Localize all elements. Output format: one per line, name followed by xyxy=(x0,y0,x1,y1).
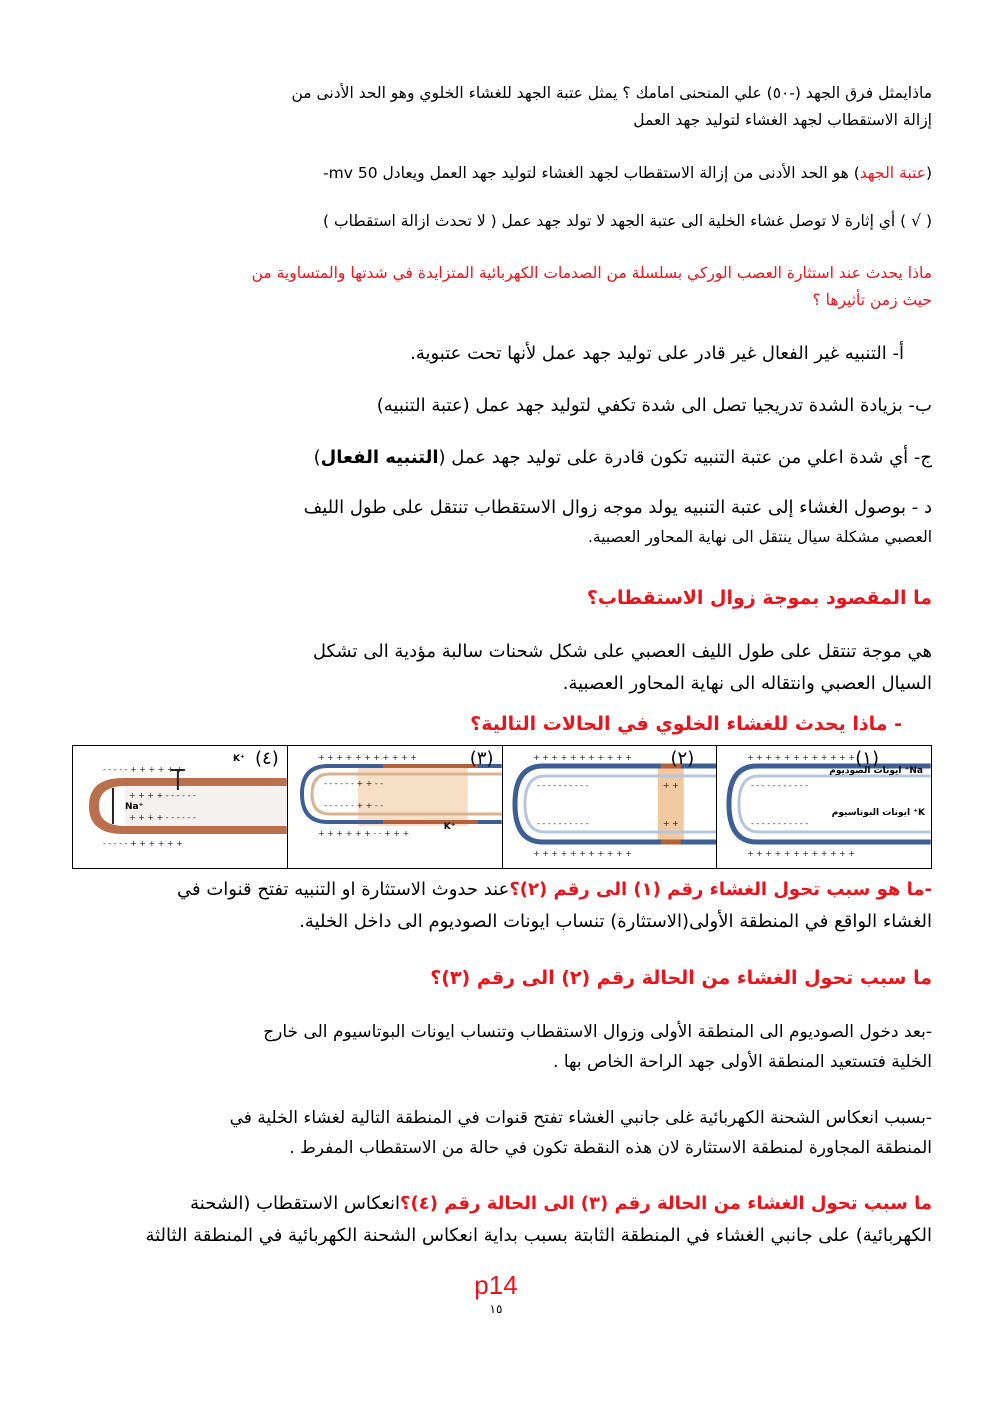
answer-2-to-3-b xyxy=(112,1104,932,1164)
diagram-cell-2 xyxy=(502,746,717,868)
answer-1-to-2-line-2: الغشاء الواقع في المنطقة الأولى(الاستثارة) تنساب ايونات الصوديوم الى داخل الخلية. xyxy=(299,910,932,932)
answer-1-to-2-line-1: عند حدوث الاستثارة او التنبيه تفتح قنوات في xyxy=(177,879,510,900)
check-statement: ( √ ) أي إثارة لا توصل غشاء الخلية الى عتبة الجهد لا تولد جهد عمل ( لا تحدث ازالة استقطاب ) xyxy=(323,212,932,230)
potassium-label-3: K⁺ xyxy=(443,822,456,832)
svg-text:+ + + + + + + + + + +: + + + + + + + + + + + xyxy=(532,752,632,763)
item-b: ب- بزيادة الشدة تدريجيا تصل الى شدة تكفي لتوليد جهد عمل (عتبة التنبيه) xyxy=(376,395,932,416)
definition-potential-threshold: (عتبة الجهد) هو الحد الأدنى من إزالة الاستقطاب لجهد الغشاء لتوليد جهد العمل ويعادل 50 mv- xyxy=(323,164,932,182)
svg-text:- - - - - + + + + + +: - - - - - + + + + + + xyxy=(102,764,183,775)
svg-text:- - - - - - + + - -: - - - - - - + + - - xyxy=(323,800,383,811)
question-3-to-4 xyxy=(62,1188,932,1251)
answer-2-to-3-a-line-1: -بعد دخول الصوديوم الى المنطقة الأولى وزوال الاستقطاب وتنساب ايونات البوتاسيوم الى خارج xyxy=(263,1022,932,1042)
item-d-line-2: العصبي مشكلة سيال ينتقل الى نهاية المحاور العصبية. xyxy=(587,527,932,546)
sodium-ions-label: Na⁺ ايونات الصوديوم xyxy=(829,766,923,776)
svg-text:- - - - - - - - - -: - - - - - - - - - - xyxy=(536,818,589,829)
svg-text:- - - - - - + + - -: - - - - - - + + - - xyxy=(323,778,383,789)
red-question-line-1: ماذا يحدث عند استثارة العصب الوركي بسلسلة من الصدمات الكهربائية المتزايدة في شدتها والمتساوية من xyxy=(251,264,932,282)
heading-2-to-3: ما سبب تحول الغشاء من الحالة رقم (٢) الى رقم (٣)؟ xyxy=(430,967,932,989)
svg-text:+ +: + + xyxy=(662,818,679,829)
answer-2-to-3-a-line-2: الخلية فتستعيد المنطقة الأولى جهد الراحة الخاص بها . xyxy=(553,1051,932,1072)
svg-text:- - - - - - - - - - -: - - - - - - - - - - - xyxy=(751,780,809,791)
diagram-number-2: (٢) xyxy=(670,748,695,769)
potassium-label-4: K⁺ xyxy=(233,754,245,764)
page-label: p14 xyxy=(474,1270,518,1300)
svg-text:+ + + + + + + + + + + +: + + + + + + + + + + + + xyxy=(747,752,856,763)
svg-text:+ + + + + + - - + + +: + + + + + + - - + + + xyxy=(317,828,410,839)
q1-line-1: ماذايمثل فرق الجهد (-٥٠) علي المنحنى امامك ؟ يمثل عتبة الجهد للغشاء الخلوي وهو الحد الأدنى من xyxy=(291,84,932,102)
answer-2-to-3-b-line-1: -بسبب انعكاس الشحنة الكهربائية غلى جانبي الغشاء تفتح قنوات في المنطقة التالية لغشاء الخلية في xyxy=(229,1108,932,1128)
definition-term: عتبة الجهد xyxy=(859,164,926,182)
sodium-label-4: Na⁺ xyxy=(125,802,144,812)
heading-depolarization-wave: ما المقصود بموجة زوال الاستقطاب؟ xyxy=(586,587,932,609)
diagram-cell-3 xyxy=(287,746,502,868)
heading-membrane-cases: - ماذا يحدث للغشاء الخلوي في الحالات التالية؟ xyxy=(470,713,902,735)
red-question-line-2: حيث زمن تأثيرها ؟ xyxy=(812,291,932,310)
question-potential-difference xyxy=(60,80,932,134)
answer-3-to-4-line-1: انعكاس الاستقطاب (الشحنة xyxy=(190,1193,401,1214)
definition-text: هو الحد الأدنى من إزالة الاستقطاب لجهد الغشاء لتوليد جهد العمل ويعادل 50 mv- xyxy=(323,164,849,182)
svg-text:- - - - - - - - - -: - - - - - - - - - - xyxy=(536,780,589,791)
q1-line-2: إزالة الاستقطاب لجهد الغشاء لتوليد جهد العمل xyxy=(633,111,932,130)
page-number: ١٥ xyxy=(489,1302,503,1316)
item-c: ج- أي شدة اعلي من عتبة التنبيه تكون قادرة على توليد جهد عمل (التنبيه الفعال) xyxy=(313,447,932,468)
svg-text:- - - - - + + + + + +: - - - - - + + + + + + xyxy=(102,838,183,849)
question-1-to-2 xyxy=(72,874,932,937)
diagram-number-3: (٣) xyxy=(469,748,494,769)
wave-line-1: هي موجة تنتقل على طول الليف العصبي على شكل شحنات سالبة مؤدية الى تشكل xyxy=(312,641,932,662)
answer-3-to-4-line-2: الكهربائية) على جانبي الغشاء في المنطقة الثابتة بسبب بداية انعكاس الشحنة الكهربائية في المنطقة الثالثة xyxy=(145,1224,932,1246)
svg-text:+ + + + - - - - - -: + + + + - - - - - - xyxy=(128,790,196,801)
membrane-resting-diagram xyxy=(717,746,931,868)
svg-text:+ + + + + + + + + + +: + + + + + + + + + + + xyxy=(317,752,417,763)
diagram-number-4: (٤) xyxy=(255,748,279,769)
diagram-number-1: (١) xyxy=(855,748,879,769)
potassium-ions-label: K⁺ ايونات البوتاسيوم xyxy=(831,808,925,818)
question-3-to-4-red: ما سبب تحول الغشاء من الحالة رقم (٣) الى الحالة رقم (٤)؟ xyxy=(400,1193,932,1214)
answer-2-to-3-b-line-2: المنطقة المجاورة لمنطقة الاستثارة لان هذه النقطة تكون في حالة من الاستقطاب المفرط . xyxy=(289,1137,932,1158)
item-d xyxy=(60,492,932,551)
question-sciatic-nerve xyxy=(60,260,932,314)
svg-text:- - - - - - - - - - -: - - - - - - - - - - - xyxy=(751,818,809,829)
answer-2-to-3-a xyxy=(112,1018,932,1078)
svg-text:+ + + + - - - - - -: + + + + - - - - - - xyxy=(128,812,196,823)
svg-text:+ + + + + + + + + + + +: + + + + + + + + + + + + xyxy=(747,848,856,859)
item-c-bold-term: التنبيه الفعال xyxy=(320,447,439,468)
wave-line-2: السيال العصبي وانتقاله الى نهاية المحاور العصبية. xyxy=(562,672,932,694)
diagram-cell-4 xyxy=(73,746,287,868)
svg-text:+ + + + + + + + + + +: + + + + + + + + + + + xyxy=(532,848,632,859)
wave-definition xyxy=(122,636,932,699)
question-1-to-2-red: -ما هو سبب تحول الغشاء رقم (١) الى رقم (٢)؟ xyxy=(509,879,932,900)
diagram-cell-1 xyxy=(716,746,931,868)
svg-text:+ +: + + xyxy=(662,780,679,791)
item-a: أ- التنبيه غير الفعال غير قادر على توليد جهد عمل لأنها تحت عتبوية. xyxy=(410,343,904,364)
membrane-diagrams-table xyxy=(72,745,932,869)
item-d-line-1: د - بوصول الغشاء إلى عتبة التنبيه يولد موجه زوال الاستقطاب تنتقل على طول الليف xyxy=(303,497,932,518)
